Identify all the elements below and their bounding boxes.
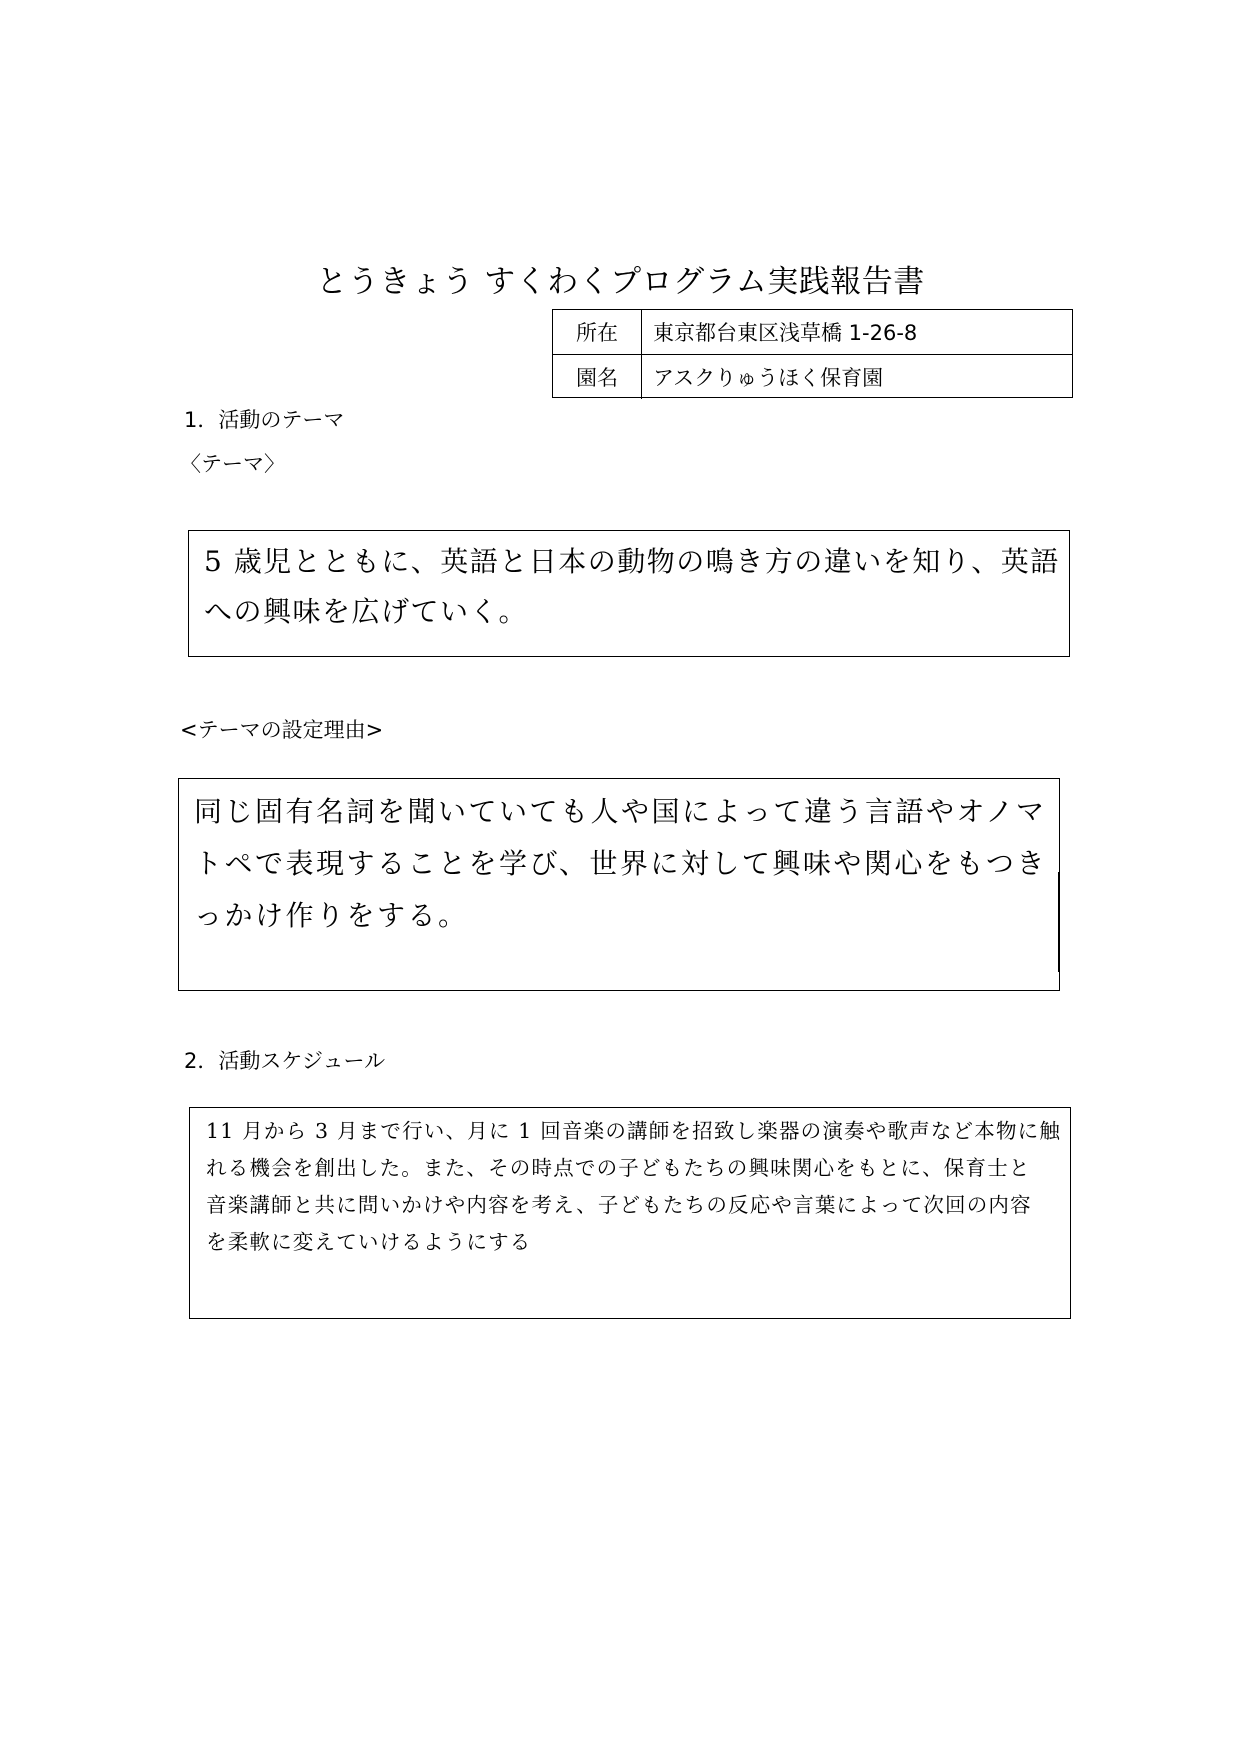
location-label: 所在 bbox=[553, 310, 642, 354]
facility-name-row bbox=[553, 354, 1072, 399]
location-row bbox=[553, 310, 1072, 354]
location-value: 東京都台東区浅草橋 1-26-8 bbox=[653, 321, 918, 345]
section1-heading: 1．活動のテーマ bbox=[184, 408, 345, 432]
schedule-text bbox=[206, 1113, 1062, 1261]
theme-label: 〈テーマ〉 bbox=[180, 452, 285, 476]
facility-name-value: アスクりゅうほく保育園 bbox=[653, 366, 884, 390]
theme-text bbox=[204, 537, 1070, 637]
schedule-line: 11 月から 3 月まで行い、月に 1 回音楽の講師を招致し楽器の演奏や歌声など本物に触 bbox=[206, 1119, 1062, 1143]
schedule-line: 音楽講師と共に問いかけや内容を考え、子どもたちの反応や言葉によって次回の内容 bbox=[206, 1193, 1032, 1217]
reason-line: トペで表現することを学び、世界に対して興味や関心をもつき bbox=[194, 847, 1047, 880]
reason-line: 同じ固有名詞を聞いていても人や国によって違う言語やオノマ bbox=[194, 795, 1047, 828]
theme-reason-text bbox=[194, 786, 1064, 942]
facility-info-table bbox=[552, 309, 1073, 398]
document-title: とうきょう すくわくプログラム実践報告書 bbox=[316, 264, 925, 300]
schedule-line: れる機会を創出した。また、その時点での子どもたちの興味関心をもとに、保育士と bbox=[206, 1156, 1031, 1180]
schedule-line: を柔軟に変えていけるようにする bbox=[206, 1230, 532, 1254]
section2-heading: 2．活動スケジュール bbox=[184, 1049, 386, 1073]
theme-line: への興味を広げていく。 bbox=[204, 595, 528, 628]
theme-line: 5 歳児とともに、英語と日本の動物の鳴き方の違いを知り、英語 bbox=[204, 545, 1060, 578]
facility-name-label: 園名 bbox=[553, 355, 642, 399]
reason-line: っかけ作りをする。 bbox=[194, 899, 469, 932]
theme-reason-label: <テーマの設定理由> bbox=[180, 718, 384, 742]
